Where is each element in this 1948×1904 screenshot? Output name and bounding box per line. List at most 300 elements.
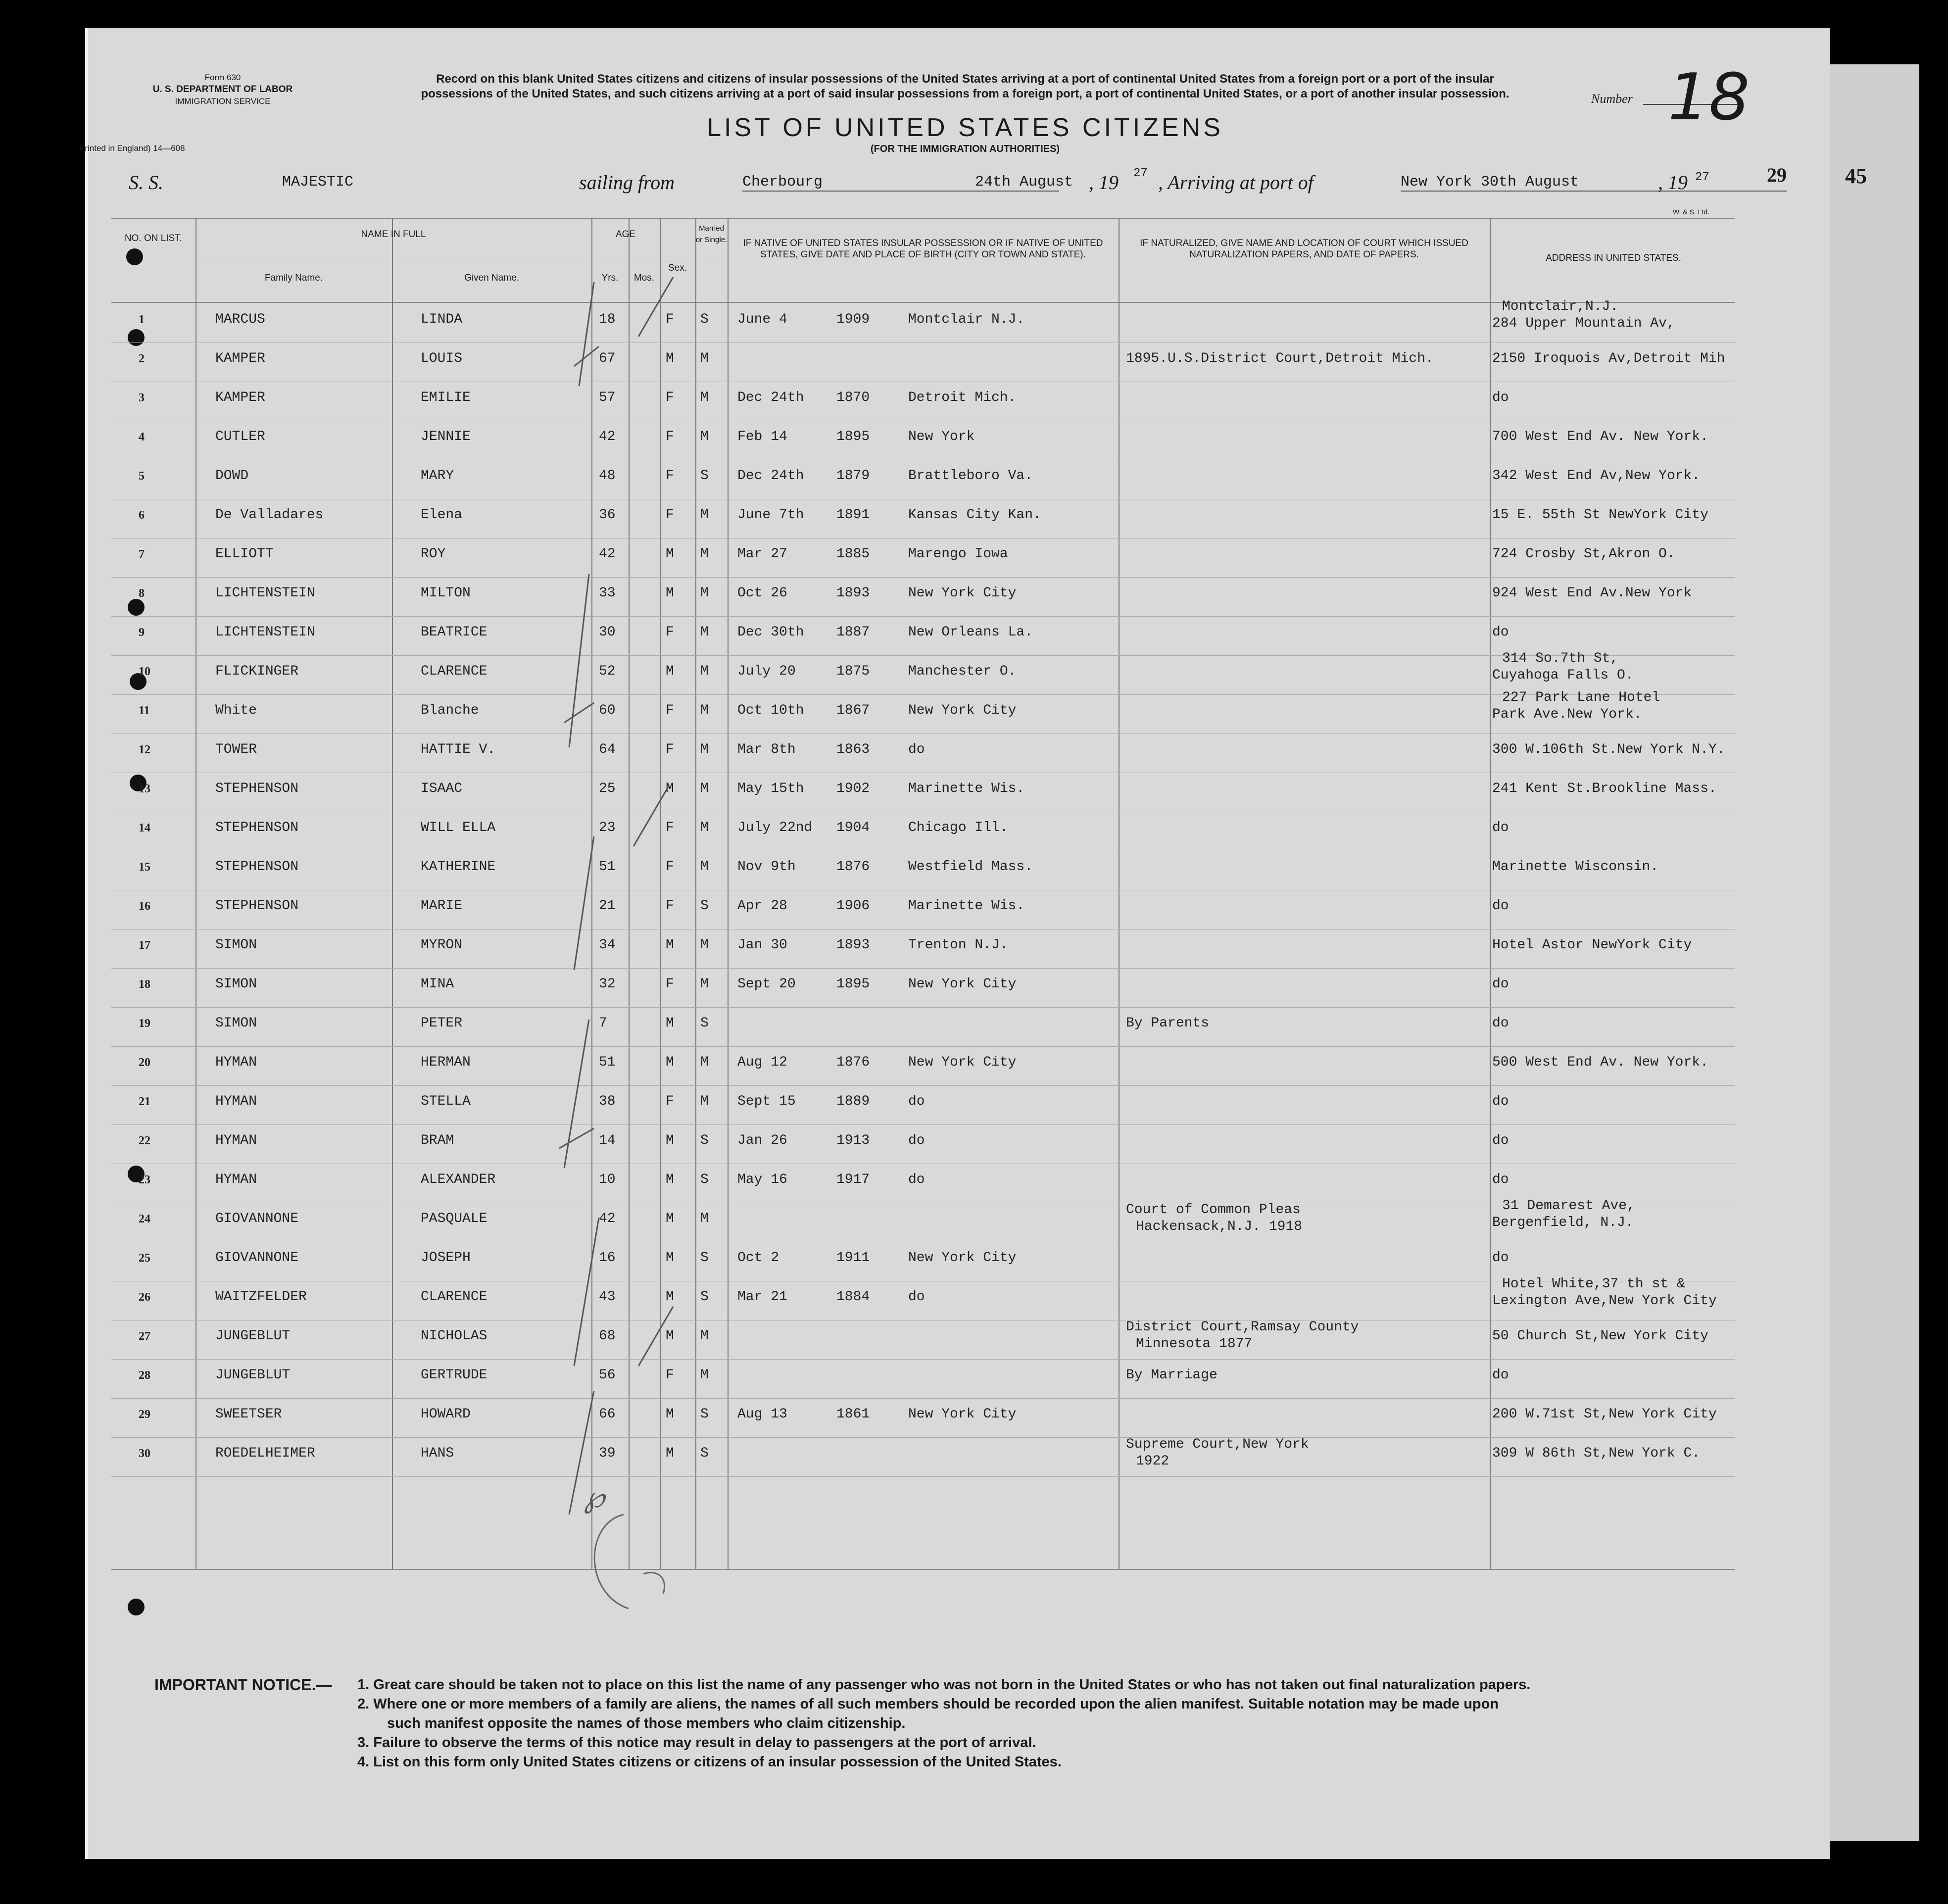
- row-number: 24: [139, 1213, 150, 1225]
- birth-year: 1917: [836, 1172, 870, 1187]
- year2-suffix: 27: [1695, 171, 1709, 184]
- age: 36: [599, 507, 616, 523]
- sex: M: [666, 781, 674, 796]
- row-number: 1: [139, 313, 145, 326]
- address: Park Ave.New York.: [1492, 707, 1642, 722]
- family-name: HYMAN: [215, 1172, 257, 1187]
- birth-year: 1893: [836, 586, 870, 601]
- row-number: 13: [139, 782, 150, 795]
- family-name: SIMON: [215, 1016, 257, 1031]
- department-name: U. S. DEPARTMENT OF LABOR: [152, 84, 293, 95]
- marital-status: M: [700, 625, 709, 640]
- family-name: STEPHENSON: [215, 898, 299, 914]
- birth-date: Dec 24th: [737, 390, 804, 405]
- given-name: STELLA: [421, 1094, 471, 1109]
- row-rule: [111, 1476, 1735, 1477]
- birth-year: 1906: [836, 898, 870, 914]
- adjacent-page-strip: [1830, 64, 1919, 1841]
- row-rule: [111, 616, 1735, 617]
- marital-status: M: [700, 390, 709, 405]
- sex: M: [666, 1016, 674, 1031]
- naturalization: Court of Common Pleas: [1126, 1202, 1301, 1218]
- family-name: WAITZFELDER: [215, 1289, 307, 1305]
- age: 48: [599, 468, 616, 484]
- address: 342 West End Av,New York.: [1492, 468, 1701, 484]
- marital-status: S: [700, 1133, 709, 1148]
- given-name: HOWARD: [421, 1407, 471, 1422]
- birth-year: 1876: [836, 859, 870, 875]
- marital-status: S: [700, 1172, 709, 1187]
- family-name: LICHTENSTEIN: [215, 625, 315, 640]
- birth-date: Sept 20: [737, 976, 796, 992]
- family-name: JUNGEBLUT: [215, 1328, 291, 1344]
- address: do: [1492, 625, 1509, 640]
- age: 32: [599, 976, 616, 992]
- marital-status: M: [700, 937, 709, 953]
- row-number: 25: [139, 1252, 150, 1265]
- row-rule: [111, 1124, 1735, 1125]
- ship-line: [129, 167, 1762, 200]
- birth-date: May 16: [737, 1172, 787, 1187]
- row-number: 30: [139, 1447, 150, 1460]
- marital-status: M: [700, 1367, 709, 1383]
- marital-status: M: [700, 742, 709, 757]
- sex: M: [666, 1407, 674, 1422]
- col-family: Family Name.: [264, 273, 323, 283]
- address: Hotel Astor NewYork City: [1492, 937, 1692, 953]
- birth-place: Detroit Mich.: [908, 390, 1017, 405]
- pencil-annotation: ℘: [584, 1480, 605, 1514]
- birth-year: 1911: [836, 1250, 870, 1266]
- birth-year: 1895: [836, 429, 870, 444]
- given-name: LOUIS: [421, 351, 463, 366]
- corner-number: 29: [1767, 164, 1787, 186]
- notice-item-3: 3. Failure to observe the terms of this notice may result in delay to passengers at the port of arrival.: [357, 1735, 1036, 1751]
- naturalization-line-2: 1922: [1136, 1454, 1169, 1469]
- family-name: SIMON: [215, 937, 257, 953]
- birth-place: do: [908, 1133, 925, 1148]
- birth-year: 1913: [836, 1133, 870, 1148]
- birth-year: 1902: [836, 781, 870, 796]
- birth-date: Aug 12: [737, 1055, 787, 1070]
- sex: F: [666, 312, 674, 327]
- address: do: [1492, 820, 1509, 835]
- marital-status: M: [700, 351, 709, 366]
- notice-item-2: 2. Where one or more members of a family are aliens, the names of all such members should be recorded upon the alien manifest. Suitable notation may be made upon: [357, 1696, 1499, 1712]
- address: 200 W.71st St,New York City: [1492, 1407, 1717, 1422]
- rule: [111, 302, 1735, 303]
- family-name: GIOVANNONE: [215, 1250, 299, 1266]
- given-name: BEATRICE: [421, 625, 487, 640]
- sex: M: [666, 1211, 674, 1226]
- birth-place: Manchester O.: [908, 664, 1017, 679]
- birth-year: 1889: [836, 1094, 870, 1109]
- given-name: CLARENCE: [421, 664, 487, 679]
- page-title: LIST OF UNITED STATES CITIZENS: [707, 113, 1223, 142]
- col-naturalized: IF NATURALIZED, GIVE NAME AND LOCATION OF COURT WHICH ISSUED NATURALIZATION PAPERS, AND DATE OF PAPERS.: [1140, 238, 1468, 260]
- naturalization: District Court,Ramsay County: [1126, 1319, 1359, 1335]
- age: 52: [599, 664, 616, 679]
- given-name: NICHOLAS: [421, 1328, 487, 1344]
- birth-date: Dec 24th: [737, 468, 804, 484]
- address: 700 West End Av. New York.: [1492, 429, 1708, 444]
- age: 38: [599, 1094, 616, 1109]
- birth-place: New York City: [908, 1250, 1017, 1266]
- arriving-port: New York 30th August: [1401, 174, 1787, 192]
- family-name: DOWD: [215, 468, 249, 484]
- age: 30: [599, 625, 616, 640]
- row-number: 9: [139, 626, 145, 639]
- sex: F: [666, 1094, 674, 1109]
- row-number: 17: [139, 939, 150, 952]
- row-rule: [111, 1398, 1735, 1399]
- family-name: KAMPER: [215, 390, 265, 405]
- passenger-table: [111, 218, 1735, 1579]
- sex: M: [666, 351, 674, 366]
- address: do: [1492, 1250, 1509, 1266]
- address: Bergenfield, N.J.: [1492, 1215, 1634, 1230]
- address: do: [1492, 390, 1509, 405]
- naturalization-line-2: Hackensack,N.J. 1918: [1136, 1219, 1303, 1234]
- age: 10: [599, 1172, 616, 1187]
- address: 300 W.106th St.New York N.Y.: [1492, 742, 1725, 757]
- birth-date: June 4: [737, 312, 787, 327]
- family-name: ELLIOTT: [215, 546, 274, 562]
- address: 50 Church St,New York City: [1492, 1328, 1708, 1344]
- naturalization-line-2: Minnesota 1877: [1136, 1336, 1253, 1352]
- given-name: MINA: [421, 976, 454, 992]
- notice-item-1: 1. Great care should be taken not to place on this list the name of any passenger who was not born in the United States or who has not taken out final naturalization papers.: [357, 1677, 1531, 1693]
- service-name: IMMIGRATION SERVICE: [175, 97, 271, 106]
- birth-date: Mar 8th: [737, 742, 796, 757]
- given-name: KATHERINE: [421, 859, 496, 875]
- birth-year: 1867: [836, 703, 870, 718]
- birth-year: 1861: [836, 1407, 870, 1422]
- age: 39: [599, 1446, 616, 1461]
- col-birth: IF NATIVE OF UNITED STATES INSULAR POSSESSION OR IF NATIVE OF UNITED STATES, GIVE DATE AND PLACE OF BIRTH (CITY OR TOWN AND STATE).: [743, 238, 1103, 260]
- address-line-1: Hotel White,37 th st &: [1502, 1276, 1685, 1292]
- family-name: STEPHENSON: [215, 820, 299, 835]
- age: 14: [599, 1133, 616, 1148]
- marital-status: M: [700, 1328, 709, 1344]
- birth-year: 1904: [836, 820, 870, 835]
- row-number: 12: [139, 743, 150, 756]
- address: Lexington Ave,New York City: [1492, 1293, 1717, 1309]
- birth-year: 1891: [836, 507, 870, 523]
- family-name: LICHTENSTEIN: [215, 586, 315, 601]
- birth-place: New York: [908, 429, 975, 444]
- age: 42: [599, 429, 616, 444]
- row-number: 5: [139, 470, 145, 483]
- marital-status: M: [700, 664, 709, 679]
- row-number: 27: [139, 1330, 150, 1343]
- col-yrs: Yrs.: [601, 273, 619, 283]
- year-prefix: , 19: [1089, 171, 1119, 194]
- given-name: LINDA: [421, 312, 463, 327]
- row-rule: [111, 1359, 1735, 1360]
- col-sex: Sex.: [668, 263, 687, 273]
- col-name-in-full: NAME IN FULL: [361, 229, 426, 240]
- sex: M: [666, 937, 674, 953]
- family-name: SWEETSER: [215, 1407, 282, 1422]
- year-suffix: 27: [1133, 167, 1148, 180]
- col-married: Married or Single.: [695, 224, 728, 244]
- birth-date: July 20: [737, 664, 796, 679]
- row-number: 22: [139, 1134, 150, 1147]
- row-number: 7: [139, 548, 145, 561]
- marital-status: M: [700, 586, 709, 601]
- sex: M: [666, 1446, 674, 1461]
- row-rule: [111, 968, 1735, 969]
- birth-place: New Orleans La.: [908, 625, 1033, 640]
- age: 18: [599, 312, 616, 327]
- col-no: NO. ON LIST.: [124, 233, 183, 244]
- given-name: MARIE: [421, 898, 463, 914]
- given-name: PETER: [421, 1016, 463, 1031]
- birth-place: New York City: [908, 703, 1017, 718]
- marital-status: S: [700, 312, 709, 327]
- birth-place: New York City: [908, 1407, 1017, 1422]
- birth-year: 1893: [836, 937, 870, 953]
- sex: F: [666, 390, 674, 405]
- given-name: ALEXANDER: [421, 1172, 496, 1187]
- family-name: JUNGEBLUT: [215, 1367, 291, 1383]
- marital-status: S: [700, 1016, 709, 1031]
- birth-year: 1884: [836, 1289, 870, 1305]
- row-rule: [111, 1007, 1735, 1008]
- naturalization: By Parents: [1126, 1016, 1210, 1031]
- row-rule: [111, 733, 1735, 734]
- form-number: Form 630: [204, 73, 241, 82]
- address: do: [1492, 1094, 1509, 1109]
- marital-status: M: [700, 1211, 709, 1226]
- sex: F: [666, 703, 674, 718]
- given-name: BRAM: [421, 1133, 454, 1148]
- sex: M: [666, 1172, 674, 1187]
- birth-date: Mar 21: [737, 1289, 787, 1305]
- birth-place: Kansas City Kan.: [908, 507, 1041, 523]
- notice-lead: IMPORTANT NOTICE.—: [154, 1676, 332, 1694]
- marital-status: M: [700, 429, 709, 444]
- row-number: 8: [139, 587, 145, 600]
- age: 68: [599, 1328, 616, 1344]
- row-rule: [111, 1437, 1735, 1438]
- age: 51: [599, 1055, 616, 1070]
- arriving-label: , Arriving at port of: [1158, 171, 1314, 194]
- birth-place: New York City: [908, 976, 1017, 992]
- row-rule: [111, 694, 1735, 695]
- birth-year: 1885: [836, 546, 870, 562]
- address: do: [1492, 1133, 1509, 1148]
- given-name: MARY: [421, 468, 454, 484]
- page-subtitle: (FOR THE IMMIGRATION AUTHORITIES): [870, 144, 1060, 154]
- family-name: White: [215, 703, 257, 718]
- row-number: 26: [139, 1291, 150, 1304]
- age: 21: [599, 898, 616, 914]
- birth-date: Oct 10th: [737, 703, 804, 718]
- address: Cuyahoga Falls O.: [1492, 668, 1634, 683]
- row-number: 23: [139, 1173, 150, 1186]
- given-name: MYRON: [421, 937, 463, 953]
- age: 60: [599, 703, 616, 718]
- col-address: ADDRESS IN UNITED STATES.: [1546, 253, 1681, 263]
- given-name: Blanche: [421, 703, 479, 718]
- age: 33: [599, 586, 616, 601]
- sex: F: [666, 820, 674, 835]
- notice-item-4: 4. List on this form only United States citizens or citizens of an insular possession of the United States.: [357, 1754, 1062, 1770]
- sex: M: [666, 1328, 674, 1344]
- naturalization: 1895.U.S.District Court,Detroit Mich.: [1126, 351, 1434, 366]
- printer-mark: W. & S. Ltd.: [1673, 208, 1709, 216]
- address: 241 Kent St.Brookline Mass.: [1492, 781, 1717, 796]
- given-name: ISAAC: [421, 781, 463, 796]
- sex: M: [666, 1250, 674, 1266]
- family-name: De Valladares: [215, 507, 324, 523]
- age: 23: [599, 820, 616, 835]
- list-number: 18: [1668, 59, 1750, 135]
- sex: F: [666, 898, 674, 914]
- address: do: [1492, 1367, 1509, 1383]
- birth-year: 1909: [836, 312, 870, 327]
- inspector-signature-mark: [584, 1495, 732, 1623]
- row-number: 15: [139, 861, 150, 874]
- sex: F: [666, 507, 674, 523]
- naturalization: By Marriage: [1126, 1367, 1218, 1383]
- age: 56: [599, 1367, 616, 1383]
- sex: M: [666, 1289, 674, 1305]
- pencil-checkmarks: [520, 277, 742, 1584]
- sex: M: [666, 1055, 674, 1070]
- sex: F: [666, 468, 674, 484]
- age: 51: [599, 859, 616, 875]
- marital-status: S: [700, 1446, 709, 1461]
- birth-year: 1895: [836, 976, 870, 992]
- birth-date: July 22nd: [737, 820, 813, 835]
- record-instructions: Record on this blank United States citizens and citizens of insular possessions of the United States arriving at a port of continental United States from a foreign port or a port of the insular possessions of the United States, and such citizens arriving at a port of said insular possessions from a foreign port, a port of continental United States, or a port of another insular possession.: [421, 72, 1510, 100]
- birth-date: Jan 30: [737, 937, 787, 953]
- birth-place: Marinette Wis.: [908, 781, 1025, 796]
- address: do: [1492, 976, 1509, 992]
- ss-label: S. S.: [129, 171, 163, 194]
- given-name: HANS: [421, 1446, 454, 1461]
- age: 64: [599, 742, 616, 757]
- side-page-number: 45: [1845, 164, 1867, 188]
- address-line-1: 31 Demarest Ave,: [1502, 1198, 1635, 1214]
- given-name: GERTRUDE: [421, 1367, 487, 1383]
- family-name: ROEDELHEIMER: [215, 1446, 315, 1461]
- address: do: [1492, 1172, 1509, 1187]
- family-name: STEPHENSON: [215, 781, 299, 796]
- birth-place: Brattleboro Va.: [908, 468, 1033, 484]
- marital-status: M: [700, 703, 709, 718]
- given-name: HATTIE V.: [421, 742, 496, 757]
- age: 42: [599, 1211, 616, 1226]
- sex: F: [666, 976, 674, 992]
- birth-place: Trenton N.J.: [908, 937, 1008, 953]
- row-number: 10: [139, 665, 150, 678]
- row-number: 3: [139, 391, 145, 404]
- birth-place: do: [908, 1289, 925, 1305]
- birth-place: do: [908, 1094, 925, 1109]
- notice-item-2-cont: such manifest opposite the names of those members who claim citizenship.: [387, 1715, 906, 1731]
- birth-date: Sept 15: [737, 1094, 796, 1109]
- row-number: 29: [139, 1408, 150, 1421]
- age: 25: [599, 781, 616, 796]
- address-line-1: Montclair,N.J.: [1502, 299, 1619, 314]
- family-name: HYMAN: [215, 1094, 257, 1109]
- marital-status: S: [700, 468, 709, 484]
- row-number: 20: [139, 1056, 150, 1069]
- sex: F: [666, 742, 674, 757]
- marital-status: S: [700, 1407, 709, 1422]
- given-name: JOSEPH: [421, 1250, 471, 1266]
- birth-date: Dec 30th: [737, 625, 804, 640]
- rule: [111, 1569, 1735, 1570]
- marital-status: M: [700, 781, 709, 796]
- birth-place: do: [908, 742, 925, 757]
- birth-date: May 15th: [737, 781, 804, 796]
- birth-year: 1876: [836, 1055, 870, 1070]
- given-name: EMILIE: [421, 390, 471, 405]
- age: 42: [599, 546, 616, 562]
- marital-status: M: [700, 1094, 709, 1109]
- birth-year: 1879: [836, 468, 870, 484]
- marital-status: M: [700, 1055, 709, 1070]
- row-number: 21: [139, 1095, 150, 1108]
- marital-status: S: [700, 898, 709, 914]
- marital-status: M: [700, 507, 709, 523]
- birth-year: 1887: [836, 625, 870, 640]
- row-number: 2: [139, 352, 145, 365]
- family-name: STEPHENSON: [215, 859, 299, 875]
- given-name: JENNIE: [421, 429, 471, 444]
- birth-place: Montclair N.J.: [908, 312, 1025, 327]
- address: do: [1492, 898, 1509, 914]
- address-line-1: 227 Park Lane Hotel: [1502, 690, 1660, 705]
- sex: F: [666, 859, 674, 875]
- row-number: 4: [139, 431, 145, 443]
- ship-name: MAJESTIC: [282, 174, 354, 191]
- age: 43: [599, 1289, 616, 1305]
- sex: M: [666, 1133, 674, 1148]
- marital-status: S: [700, 1250, 709, 1266]
- birth-place: Westfield Mass.: [908, 859, 1033, 875]
- birth-date: Jan 26: [737, 1133, 787, 1148]
- sex: M: [666, 664, 674, 679]
- family-name: GIOVANNONE: [215, 1211, 299, 1226]
- row-rule: [111, 1085, 1735, 1086]
- address: 2150 Iroquois Av,Detroit Mih: [1492, 351, 1725, 366]
- birth-place: Chicago Ill.: [908, 820, 1008, 835]
- birth-year: 1875: [836, 664, 870, 679]
- row-number: 19: [139, 1017, 150, 1030]
- birth-year: 1863: [836, 742, 870, 757]
- birth-date: Aug 13: [737, 1407, 787, 1422]
- col-given: Given Name.: [464, 273, 519, 283]
- birth-place: do: [908, 1172, 925, 1187]
- sailing-date: 24th August: [975, 174, 1073, 191]
- birth-year: 1870: [836, 390, 870, 405]
- sailing-label: sailing from: [579, 171, 675, 194]
- sailing-from: Cherbourg: [742, 174, 1059, 192]
- given-name: CLARENCE: [421, 1289, 487, 1305]
- marital-status: S: [700, 1289, 709, 1305]
- address: do: [1492, 1016, 1509, 1031]
- sex: M: [666, 546, 674, 562]
- row-rule: [111, 655, 1735, 656]
- given-name: Elena: [421, 507, 463, 523]
- birth-place: Marengo Iowa: [908, 546, 1008, 562]
